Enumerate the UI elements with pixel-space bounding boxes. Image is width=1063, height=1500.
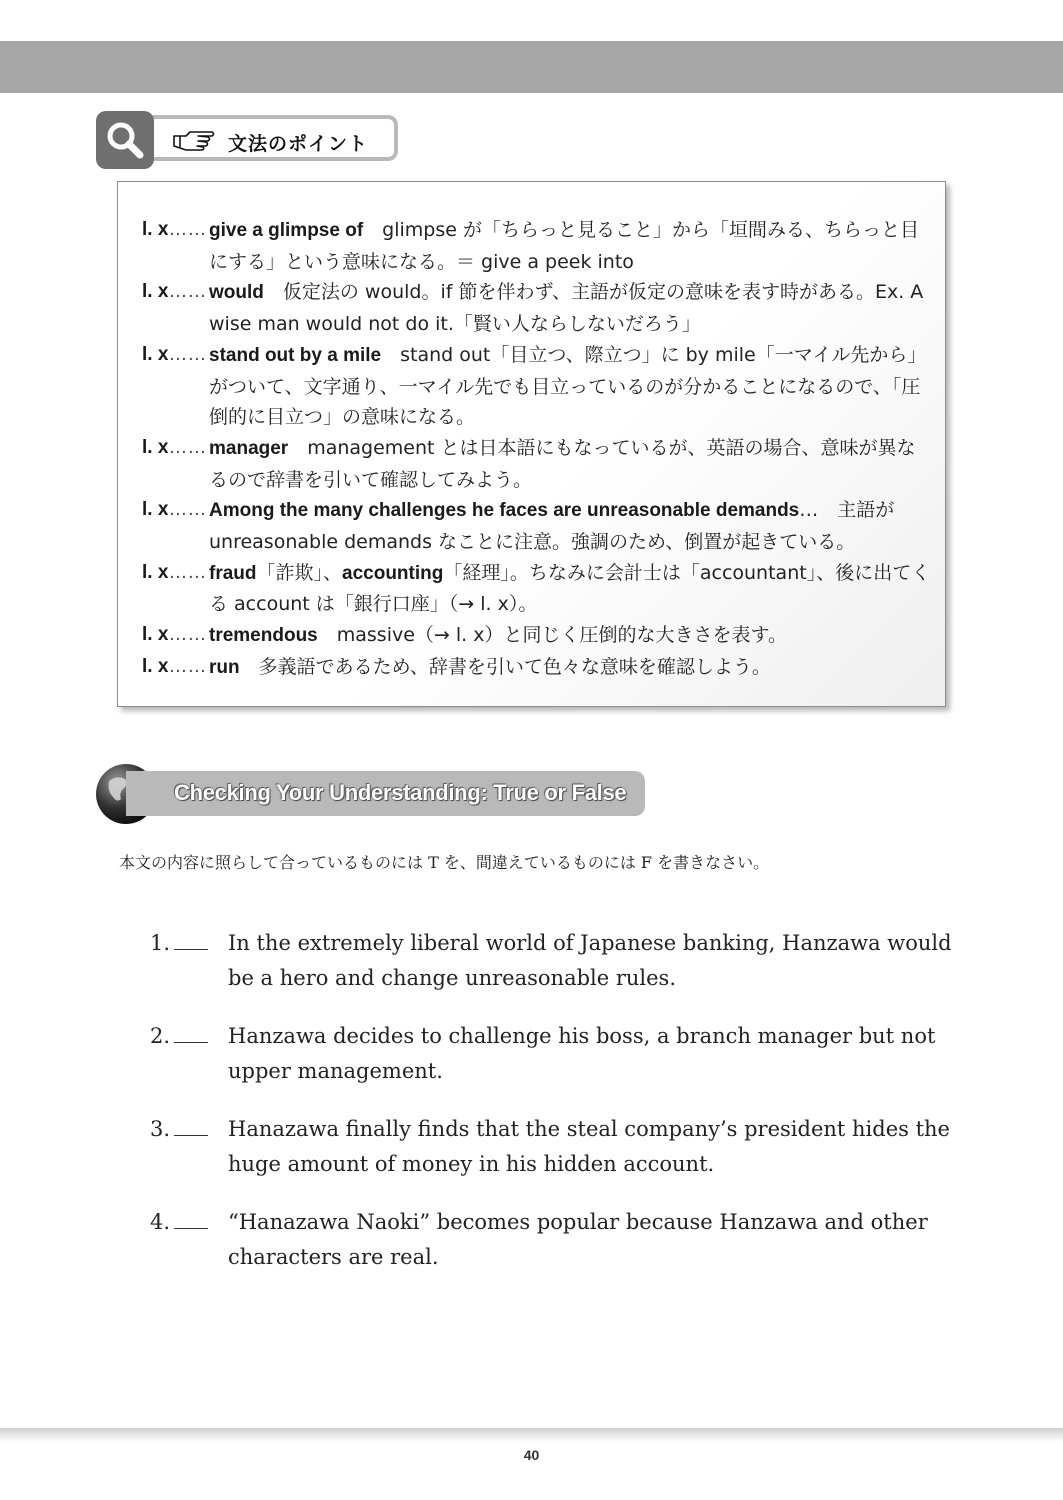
question-text: Hanazawa finally finds that the steal company’s president hides the huge amount of money in his hidden account.: [228, 1117, 950, 1176]
pointing-hand-icon: [172, 128, 216, 152]
line-reference: [142, 495, 206, 526]
grammar-keyword: tremendous: [209, 625, 318, 647]
question-item: [150, 1112, 960, 1182]
grammar-item: [142, 620, 932, 652]
top-header-band: [0, 41, 1063, 93]
grammar-points-box: [117, 181, 946, 707]
leader-dots: ……: [168, 499, 207, 521]
grammar-explanation: management とは日本語にもなっているが、英語の場合、意味が異なるので辞書を引いて確認してみよう。: [209, 436, 916, 491]
grammar-explanation: 「詐欺」、: [256, 561, 343, 584]
search-icon: [104, 119, 146, 161]
page-number: 40: [523, 1447, 540, 1463]
line-ref-label: l. x: [142, 499, 169, 521]
leader-dots: ……: [168, 624, 207, 646]
grammar-header-label-frame: [136, 115, 398, 161]
leader-dots: ……: [168, 219, 207, 240]
question-number: 2.: [150, 1024, 171, 1048]
answer-blank[interactable]: [174, 927, 208, 950]
answer-blank[interactable]: [174, 1020, 208, 1043]
grammar-keyword: accounting: [342, 562, 444, 584]
question-number-and-blank: [150, 1205, 208, 1240]
grammar-keyword: run: [209, 656, 240, 678]
grammar-explanation: stand out「目立つ、際立つ」に by mile「一マイル先から」がついて、文字通り、一マイル先でも目立っているのが分かることになるので、「圧倒的に目立つ」の意味になる。: [209, 343, 927, 429]
line-ref-label: l. x: [142, 436, 169, 458]
leader-dots: ……: [168, 561, 207, 583]
grammar-explanation: glimpse が「ちらっと見ること」から「垣間みる、ちらっと目にする」という意味になる。＝ give a peek into: [209, 219, 919, 273]
grammar-item: [142, 652, 932, 684]
grammar-explanation: massive（→ l. x）と同じく圧倒的な大きさを表す。: [317, 624, 787, 647]
footer-rule: [0, 1428, 1063, 1442]
question-number-and-blank: [150, 1019, 208, 1054]
question-text: In the extremely liberal world of Japanese banking, Hanzawa would be a hero and change unreasonable rules.: [228, 931, 952, 990]
leader-dots: ……: [168, 281, 207, 303]
checking-title: Checking Your Understanding: True or False: [174, 780, 627, 805]
grammar-keyword: fraud: [209, 562, 257, 584]
question-number: 1.: [150, 931, 171, 955]
grammar-item: [142, 558, 932, 620]
grammar-explanation: 仮定法の would。if 節を伴わず、主語が仮定の意味を表す時がある。Ex. A wise man would not do it.「賢い人ならしないだろう」: [209, 281, 924, 336]
grammar-keyword: would: [209, 282, 264, 304]
leader-dots: ……: [168, 436, 207, 458]
question-number-and-blank: [150, 1112, 208, 1147]
line-ref-label: l. x: [142, 219, 169, 240]
leader-dots: ……: [168, 655, 207, 677]
grammar-item: [142, 433, 932, 495]
line-ref-label: l. x: [142, 561, 169, 583]
question-text: Hanzawa decides to challenge his boss, a branch manager but not upper management.: [228, 1024, 936, 1083]
line-reference: [142, 620, 206, 651]
grammar-points-list: [142, 215, 932, 684]
grammar-keyword: Among the many challenges he faces are unreasonable demands: [209, 500, 800, 522]
line-reference: [142, 277, 206, 308]
line-ref-label: l. x: [142, 624, 169, 646]
grammar-keyword: manager: [209, 437, 289, 459]
instruction-text: 本文の内容に照らして合っているものには T を、間違えているものには F を書きなさい。: [119, 853, 770, 872]
line-reference: [142, 340, 206, 371]
grammar-explanation: 「経理」。ちなみに会計士は「accountant」、後に出てくる account は「銀行口座」（→ l. x）。: [209, 561, 931, 616]
grammar-keyword: stand out by a mile: [209, 344, 382, 366]
question-item: [150, 1019, 960, 1089]
grammar-keyword: give a glimpse of: [209, 220, 364, 241]
question-item: [150, 1205, 960, 1275]
grammar-item: [142, 215, 932, 277]
question-number: 3.: [150, 1117, 171, 1141]
line-reference: [142, 215, 206, 246]
question-text: “Hanazawa Naoki” becomes popular because Hanzawa and other characters are real.: [228, 1210, 928, 1269]
line-ref-label: l. x: [142, 281, 169, 303]
grammar-explanation: … 主語が unreasonable demands なことに注意。強調のため、倒置が起きている。: [209, 499, 895, 554]
line-reference: [142, 652, 206, 683]
grammar-explanation: 多義語であるため、辞書を引いて色々な意味を確認しよう。: [239, 655, 771, 678]
grammar-title: 文法のポイント: [228, 133, 369, 155]
line-reference: [142, 558, 206, 589]
question-number-and-blank: [150, 926, 208, 961]
grammar-item: [142, 340, 932, 433]
leader-dots: ……: [168, 343, 207, 365]
answer-blank[interactable]: [174, 1206, 208, 1229]
question-number: 4.: [150, 1210, 171, 1234]
grammar-section-header: [96, 111, 408, 169]
answer-blank[interactable]: [174, 1113, 208, 1136]
question-item: [150, 926, 960, 996]
line-ref-label: l. x: [142, 343, 169, 365]
checking-section-header: [126, 771, 645, 816]
grammar-search-badge: [96, 111, 154, 169]
line-ref-label: l. x: [142, 655, 169, 677]
grammar-item: [142, 277, 932, 339]
line-reference: [142, 433, 206, 464]
grammar-item: [142, 495, 932, 557]
true-false-list: [150, 926, 960, 1298]
